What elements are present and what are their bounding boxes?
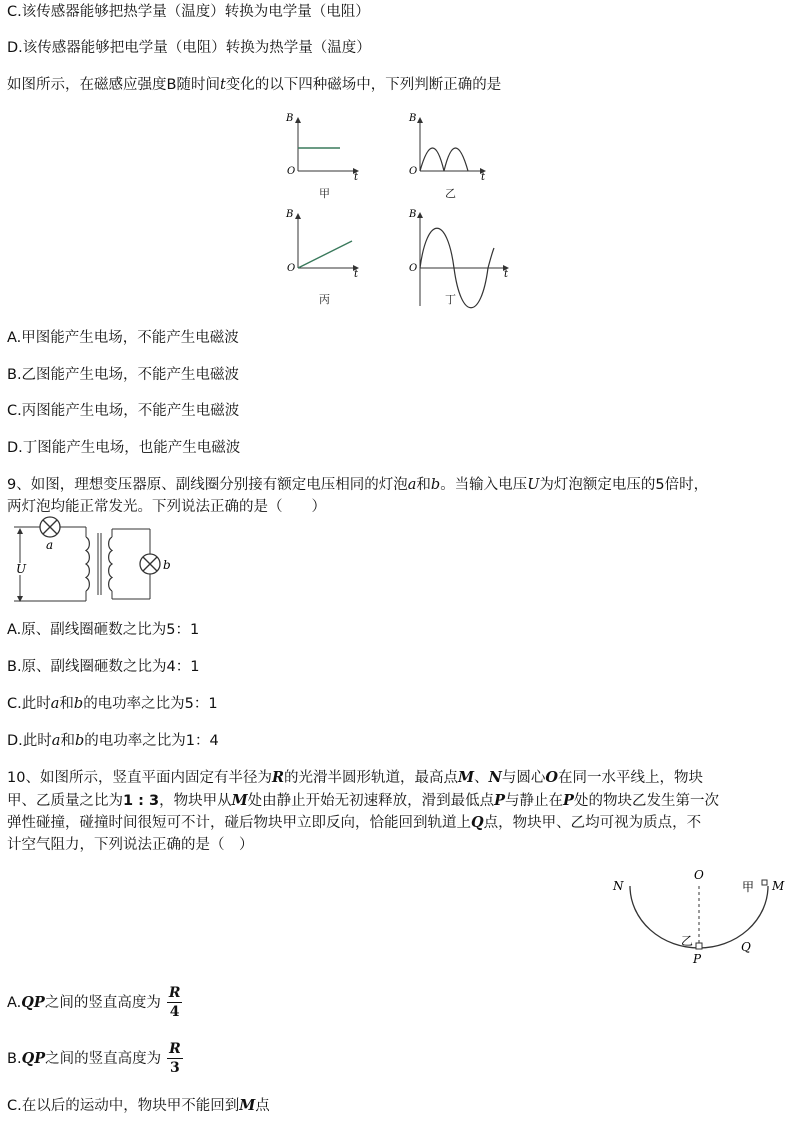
- q10-option-b-fraction: [167, 1041, 183, 1077]
- q10-l1-a: 10、如图所示，竖直平面内固定有半径为: [7, 770, 272, 786]
- q9-stem-line2: 两灯泡均能正常发光。下列说法正确的是（ ）: [7, 499, 326, 515]
- q9-var-a: a: [407, 477, 417, 493]
- q10-option-a-text: 之间的竖直高度为: [44, 995, 161, 1011]
- q7-option-d: D.该传感器能够把电学量（电阻）转换为热学量（温度）: [7, 40, 371, 56]
- graph-ding-axis-b: B: [409, 209, 417, 220]
- q9-option-c: [7, 694, 218, 714]
- q10-option-c-text-b: 点: [255, 1098, 270, 1114]
- q10-option-c-var-m: M: [239, 1097, 256, 1114]
- q10-var-p: P: [494, 792, 506, 809]
- q9-stem-text-a: 9、如图，理想变压器原、副线圈分别接有额定电压相同的灯泡: [7, 477, 408, 493]
- graph-jia-origin: O: [287, 166, 296, 177]
- graph-ding: [408, 209, 509, 308]
- q10-stem-line4: 计空气阻力，下列说法正确的是（ ）: [7, 837, 254, 853]
- q10-label-yi: 乙: [681, 934, 694, 948]
- graph-caption-bing: 丙: [319, 293, 330, 306]
- q10-l1-d: 与圆心: [501, 770, 546, 786]
- q10-option-b-numerator: R: [169, 1041, 181, 1057]
- q10-var-r: R: [271, 769, 285, 786]
- q9-transformer-circuit: [8, 513, 188, 605]
- q8-option-c: C.丙图能产生电场，不能产生电磁波: [7, 403, 240, 419]
- q9-lamp-b: [140, 554, 160, 574]
- graph-bing-linear-line: [298, 241, 352, 268]
- q8-option-b: B.乙图能产生电场，不能产生电磁波: [7, 367, 240, 383]
- q8-magnetic-field-graphs: [270, 108, 530, 313]
- graph-ding-origin: O: [409, 263, 418, 274]
- q10-l2-b: ，物块甲从: [159, 793, 232, 809]
- q10-l1-c: 、: [474, 770, 489, 786]
- q10-l1-e: 在同一水平线上，物块: [557, 770, 703, 786]
- q10-l2-var-m: M: [231, 792, 248, 809]
- graph-yi: [408, 113, 486, 200]
- q8-option-a: A.甲图能产生电场，不能产生电磁波: [7, 330, 239, 346]
- q8-stem-text-b: 变化的以下四种磁场中，下列判断正确的是: [225, 77, 502, 93]
- q10-block-jia: [762, 880, 767, 885]
- q9-option-c-mid: 和: [59, 696, 74, 712]
- q10-l2-var-p2: P: [563, 792, 574, 809]
- q10-l2-e: 处的物块乙发生第一次: [573, 793, 719, 809]
- q10-option-b-pre: B.: [7, 1051, 22, 1067]
- q10-l2-c: 处由静止开始无初速释放，滑到最低点: [247, 793, 495, 809]
- graph-caption-ding: 丁: [445, 293, 456, 306]
- q9-var-u: U: [527, 477, 540, 493]
- q9-secondary-coil: [109, 537, 112, 591]
- graph-bing-origin: O: [287, 263, 296, 274]
- q9-option-c-pre: C.此时: [7, 696, 51, 712]
- graph-bing: [285, 209, 359, 306]
- q10-label-p: P: [693, 952, 702, 966]
- graph-jia-axis-b: B: [286, 113, 294, 124]
- q10-option-c: [7, 1096, 270, 1116]
- q8-stem-var-t: t: [219, 77, 226, 93]
- q10-l2-d: 与静止在: [505, 793, 564, 809]
- graph-ding-axis-t: t: [504, 269, 509, 280]
- q8-stem: [7, 75, 501, 95]
- graph-yi-axis-t: t: [481, 172, 486, 183]
- q9-label-a: a: [46, 538, 54, 552]
- q9-label-b: b: [163, 558, 171, 572]
- q9-option-c-var-a: a: [50, 696, 60, 712]
- q9-primary-coil: [86, 537, 89, 591]
- q10-stem-line2: [7, 791, 719, 811]
- q10-option-a-denominator: 4: [167, 1002, 183, 1021]
- q10-stem-line1: [7, 768, 703, 788]
- q9-stem-line1: [7, 475, 708, 495]
- q10-option-b-qp: QP: [21, 1050, 46, 1067]
- q10-label-q: Q: [741, 940, 751, 954]
- q7-option-c: C.该传感器能够把热学量（温度）转换为电学量（电阻）: [7, 4, 370, 20]
- q10-l3-a: 弹性碰撞，碰撞时间很短可不计，碰后物块甲立即反向，恰能回到轨道上: [7, 815, 471, 831]
- q10-option-a-pre: A.: [7, 995, 22, 1011]
- q10-option-c-text-a: C.在以后的运动中，物块甲不能回到: [7, 1098, 240, 1114]
- q10-label-m: M: [772, 879, 785, 893]
- q10-label-o: O: [694, 868, 704, 882]
- q9-stem-and: 和: [416, 477, 431, 493]
- q9-option-d-var-b: b: [74, 733, 85, 749]
- q8-stem-text-a: 如图所示，在磁感应强度B随时间: [7, 77, 220, 93]
- q10-var-m: M: [458, 769, 475, 786]
- q9-option-c-post: 的电功率之比为5：1: [83, 696, 218, 712]
- q10-option-b-text: 之间的竖直高度为: [45, 1051, 162, 1067]
- q10-option-a: [7, 985, 182, 1021]
- q9-stem-text-c: 为灯泡额定电压的5倍时，: [539, 477, 709, 493]
- q9-var-b: b: [430, 477, 441, 493]
- graph-yi-axis-b: B: [409, 113, 417, 124]
- q10-l2-a: 甲、乙质量之比为: [7, 793, 123, 809]
- q10-option-b-denominator: 3: [167, 1058, 183, 1077]
- graph-yi-origin: O: [409, 166, 418, 177]
- graph-jia: [285, 113, 359, 200]
- graph-caption-jia: 甲: [319, 187, 330, 200]
- q10-semicircle-track: [608, 863, 794, 968]
- q9-option-c-var-b: b: [73, 696, 84, 712]
- q10-option-a-numerator: R: [168, 985, 181, 1001]
- graph-yi-rectified-wave: [420, 148, 468, 171]
- q9-option-a: A.原、副线圈砸数之比为5：1: [7, 622, 200, 638]
- q9-option-d: [7, 731, 219, 751]
- q10-l3-b: 点，物块甲、乙均可视为质点，不: [483, 815, 702, 831]
- q10-stem-line3: [7, 813, 701, 833]
- q9-option-b: B.原、副线圈砸数之比为4：1: [7, 659, 200, 675]
- q9-option-d-var-a: a: [51, 733, 61, 749]
- q10-label-jia: 甲: [742, 880, 755, 894]
- q10-mass-ratio: 1 : 3: [123, 793, 160, 809]
- q10-option-b: [7, 1041, 183, 1077]
- q9-option-d-mid: 和: [60, 733, 75, 749]
- q9-option-d-pre: D.此时: [7, 733, 52, 749]
- q10-var-n: N: [488, 769, 502, 786]
- q8-option-d: D.丁图能产生电场，也能产生电磁波: [7, 440, 241, 456]
- q9-label-u: U: [16, 562, 27, 576]
- q10-label-n: N: [613, 879, 624, 893]
- q9-stem-text-b: 。当输入电压: [440, 477, 528, 493]
- q10-block-yi: [696, 943, 702, 949]
- q9-lamp-a: [40, 517, 60, 537]
- graph-bing-axis-t: t: [354, 269, 359, 280]
- graph-bing-axis-b: B: [286, 209, 294, 220]
- graph-caption-yi: 乙: [445, 187, 456, 200]
- q10-var-q: Q: [471, 814, 484, 831]
- q9-option-d-post: 的电功率之比为1：4: [84, 733, 219, 749]
- q10-l1-b: 的光滑半圆形轨道，最高点: [284, 770, 459, 786]
- q10-var-o: O: [545, 769, 558, 786]
- q10-option-a-fraction: [167, 985, 183, 1021]
- graph-jia-axis-t: t: [354, 172, 359, 183]
- q10-option-a-qp: QP: [21, 994, 45, 1011]
